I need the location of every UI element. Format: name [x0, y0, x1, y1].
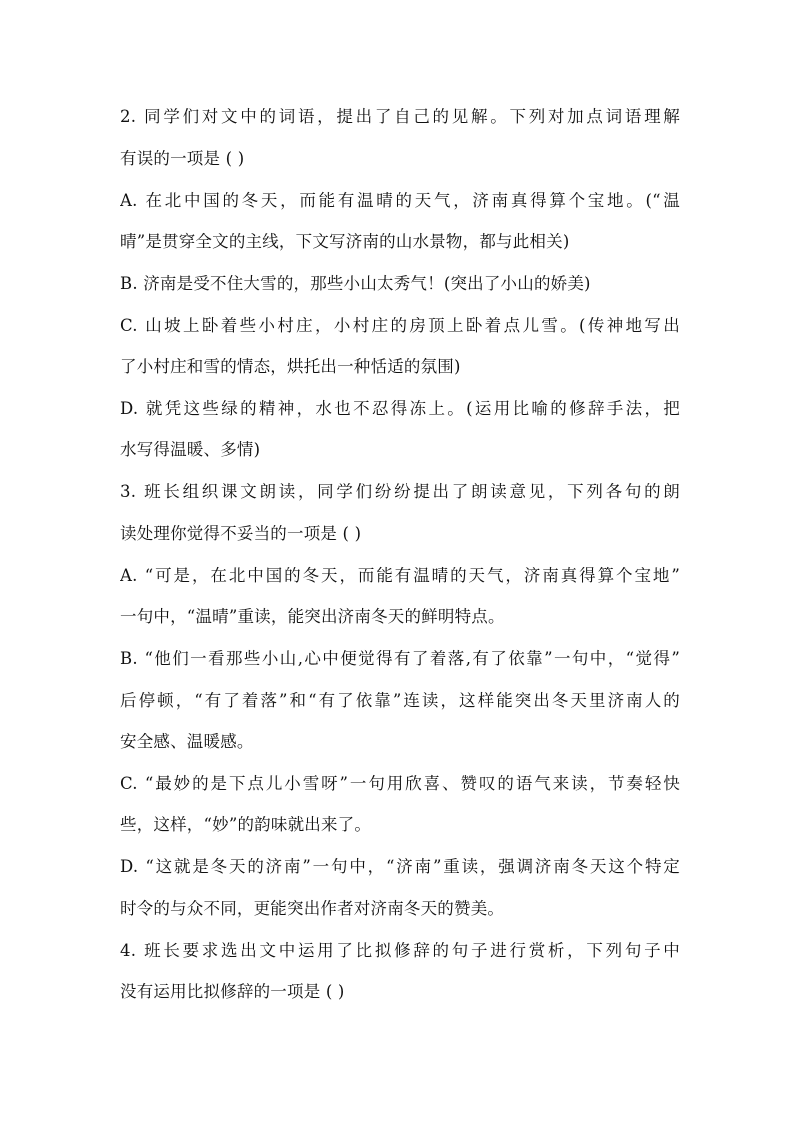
question-3-stem-line-1: 3. 班长组织课文朗读，同学们纷纷提出了朗读意见，下列各句的朗	[120, 482, 680, 501]
question-2-option-b: B. 济南是受不住大雪的，那些小山太秀气！(突出了小山的娇美)	[120, 274, 591, 293]
question-4-stem-line-2: 没有运用比拟修辞的一项是 ( )	[120, 982, 345, 1001]
question-2-option-c-line-1: C. 山坡上卧着些小村庄，小村庄的房顶上卧着点儿雪。(传神地写出	[120, 316, 680, 335]
question-2-option-d-line-1: D. 就凭这些绿的精神，水也不忍得冻上。(运用比喻的修辞手法，把	[120, 399, 680, 418]
question-2-option-a-line-2: 晴”是贯穿全文的主线，下文写济南的山水景物，都与此相关)	[120, 232, 570, 251]
question-3-option-b-line-3: 安全感、温暖感。	[120, 732, 254, 751]
question-2-option-c-line-2: 了小村庄和雪的情态，烘托出一种恬适的氛围)	[120, 357, 461, 376]
question-3-option-a-line-2: 一句中，“温晴”重读，能突出济南冬天的鲜明特点。	[120, 607, 505, 626]
question-3-stem-line-2: 读处理你觉得不妥当的一项是 ( )	[120, 524, 362, 543]
question-3-option-d-line-2: 时令的与众不同，更能突出作者对济南冬天的赞美。	[120, 899, 505, 918]
question-4-stem-line-1: 4. 班长要求选出文中运用了比拟修辞的句子进行赏析，下列句子中	[120, 941, 680, 960]
question-2-stem-line-1: 2. 同学们对文中的词语，提出了自己的见解。下列对加点词语理解	[120, 107, 680, 126]
question-2-option-d-line-2: 水写得温暖、多情)	[120, 440, 261, 459]
question-3-option-b-line-1: B. “他们一看那些小山,心中便觉得有了着落,有了依靠”一句中，“觉得”	[120, 649, 680, 668]
question-3-option-d-line-1: D. “这就是冬天的济南”一句中，“济南”重读，强调济南冬天这个特定	[120, 857, 680, 876]
question-2-stem-line-2: 有误的一项是 ( )	[120, 149, 245, 168]
question-3-option-c-line-2: 些，这样，“妙”的韵味就出来了。	[120, 815, 372, 834]
question-2-option-a-line-1: A. 在北中国的冬天，而能有温晴的天气，济南真得算个宝地。(“温	[120, 191, 680, 210]
question-3-option-b-line-2: 后停顿，“有了着落”和“有了依靠”连读，这样能突出冬天里济南人的	[120, 691, 680, 710]
question-3-option-c-line-1: C. “最妙的是下点儿小雪呀”一句用欣喜、赞叹的语气来读，节奏轻快	[120, 774, 680, 793]
question-3-option-a-line-1: A. “可是，在北中国的冬天，而能有温晴的天气，济南真得算个宝地”	[120, 566, 680, 585]
